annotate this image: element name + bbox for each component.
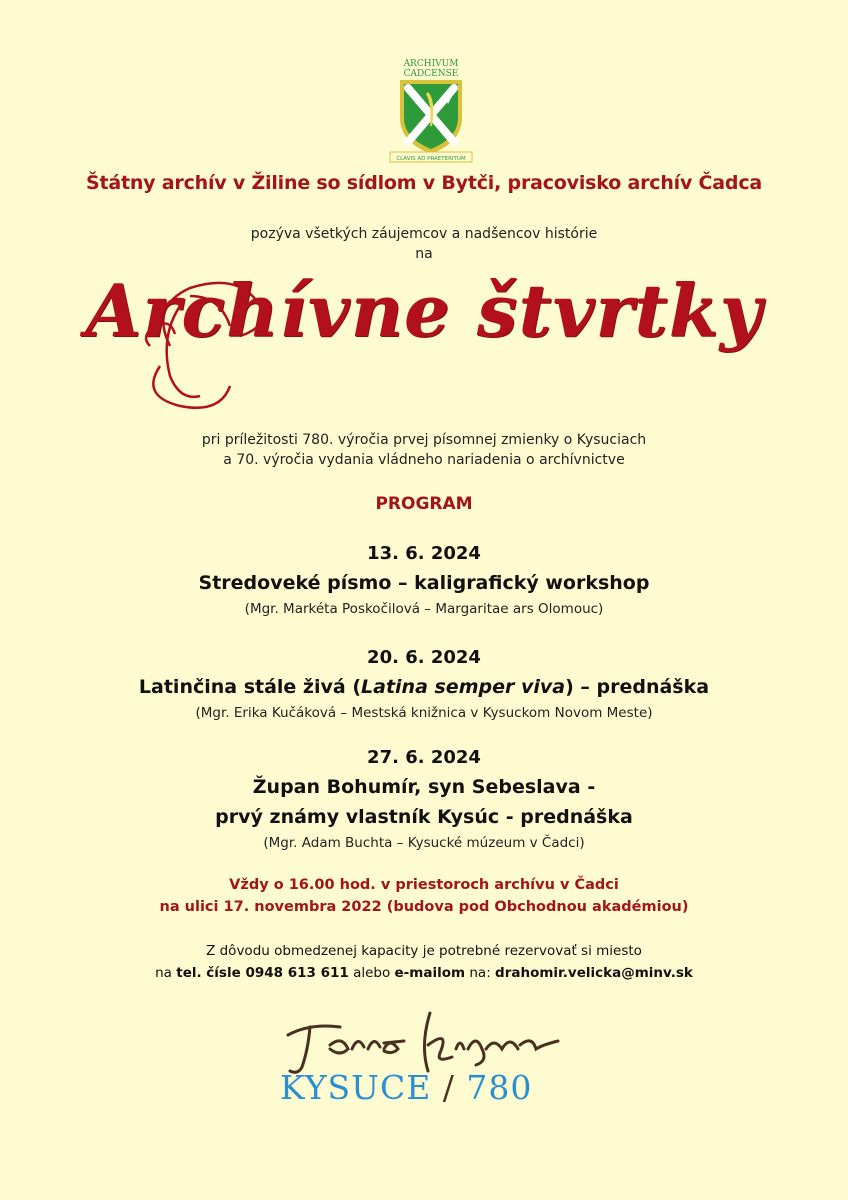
archive-logo (386, 56, 476, 166)
event-1 (0, 540, 848, 620)
email-link[interactable]: drahomir.velicka@minv.sk (495, 965, 693, 981)
email-label: e-mailom (394, 965, 466, 981)
event-2 (0, 644, 848, 724)
logo-top-text: ARCHIVUM (403, 59, 459, 69)
event-3 (0, 744, 848, 854)
event-title-heading: Archívne štvrtky (85, 268, 763, 353)
reservation-text: na: (465, 965, 496, 981)
event-date: 27. 6. 2024 (367, 747, 481, 768)
event-name (0, 672, 848, 702)
time-and-place (0, 874, 848, 918)
kysuce-word: KYSUCE (280, 1068, 432, 1107)
kysuce-780-logo (280, 1068, 570, 1107)
event-name-line-2: prvý známy vlastník Kysúc - prednáška (215, 806, 633, 828)
occasion-line-2: a 70. výročia vydania vládneho nariadenia o archívnictve (223, 452, 625, 468)
occasion-text (0, 430, 848, 470)
reservation-info (0, 940, 848, 984)
reservation-line-1: Z dôvodu obmedzenej kapacity je potrebné rezervovať si miesto (206, 943, 642, 959)
event-name-part: Latinčina stále živá ( (138, 676, 362, 698)
kysuce-number: 780 (466, 1068, 533, 1107)
event-speaker: (Mgr. Markéta Poskočilová – Margaritae ars Olomouc) (244, 601, 604, 617)
event-speaker: (Mgr. Adam Buchta – Kysucké múzeum v Čadci) (263, 835, 585, 851)
program-heading: PROGRAM (375, 494, 473, 514)
event-name: Stredoveké písmo – kaligrafický workshop (198, 572, 650, 594)
invitation-line-1: pozýva všetkých záujemcov a nadšencov histórie (250, 226, 598, 242)
event-speaker: (Mgr. Erika Kučáková – Mestská knižnica v Kysuckom Novom Meste) (195, 705, 653, 721)
logo-second-text: CADCENSE (403, 69, 459, 79)
reservation-text: na (155, 965, 177, 981)
reservation-line-2 (0, 962, 848, 984)
occasion-line-1: pri príležitosti 780. výročia prvej písomnej zmienky o Kysuciach (201, 432, 647, 448)
event-name-part: ) – prednáška (565, 676, 710, 698)
kysuce-separator: / (431, 1068, 467, 1107)
event-name-line-1: Župan Bohumír, syn Sebeslava - (252, 776, 596, 798)
event-date: 20. 6. 2024 (367, 647, 481, 668)
institution-name: Štátny archív v Žiline so sídlom v Bytči, pracovisko archív Čadca (85, 172, 763, 194)
phone-number[interactable]: tel. čísle 0948 613 611 (176, 965, 349, 981)
event-date: 13. 6. 2024 (367, 543, 481, 564)
event-name-italic: Latina semper viva (361, 676, 566, 698)
invitation-line-2: na (415, 246, 433, 262)
place-line: na ulici 17. novembra 2022 (budova pod Obchodnou akadémiou) (159, 899, 689, 915)
reservation-text: alebo (348, 965, 395, 981)
logo-ribbon-text: CLAVIS AD PRAETERITUM (396, 156, 466, 162)
time-line: Vždy o 16.00 hod. v priestoroch archívu v Čadci (229, 877, 619, 893)
invitation-text (0, 224, 848, 264)
